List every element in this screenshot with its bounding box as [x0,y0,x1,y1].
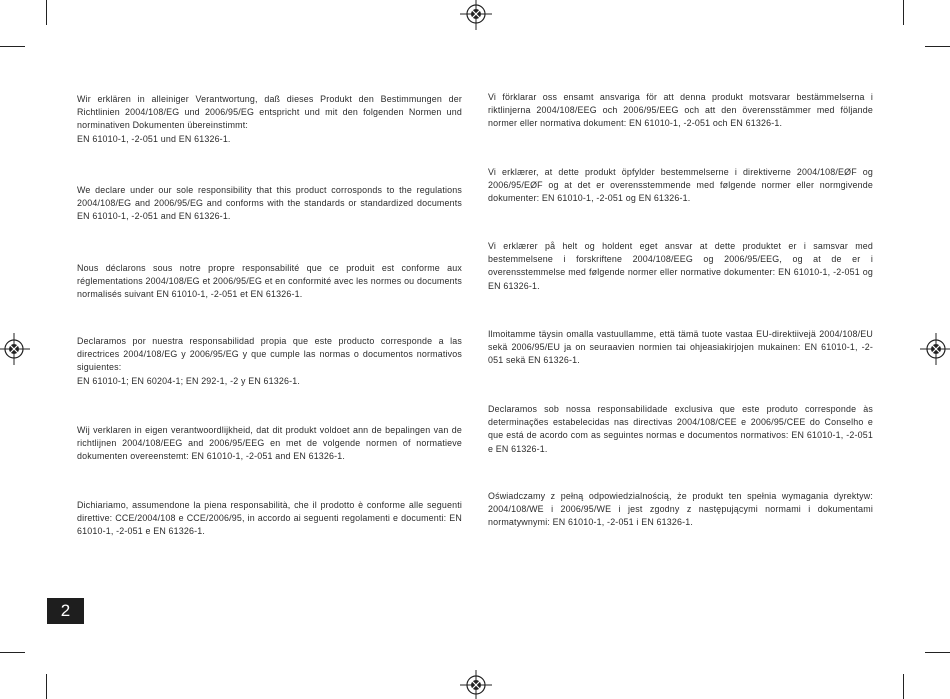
declaration-swedish: Vi förklarar oss ensamt ansvariga för att denna produkt motsvarar bestämmelserna i riktlinjerna 2004/108/EEG och 2006/95/EEG och att den överensstämmer med följande normer eller normativa dokument: EN 61010-1, -2-051 och EN 61326-1. [488,92,873,129]
crop-mark-top-right-h [925,46,950,47]
crop-mark-top-right-v [903,0,904,25]
declaration-danish: Vi erklærer, at dette produkt öpfylder bestemmelserne i direktiverne 2004/108/EØF og 2006/95/EØF og at det er overensstemmende med følgende normer eller normgivende dokumenter: EN 61010-1, -2-051 og EN 61326-1. [488,167,873,204]
declaration-portuguese: Declaramos sob nossa responsabilidade exclusiva que este produto corresponde às determinações estabelecidas nas directivas 2004/108/CEE e 2006/95/CEE do Conselho e que está de acordo com as seguintes normas e documentos normativos: EN 61010-1, -2-051 e EN 61326-1. [488,404,873,454]
registration-mark-bottom [460,670,492,699]
declaration-finnish: Ilmoitamme täysin omalla vastuullamme, että tämä tuote vastaa EU-direktiivejä 2004/108/EU sekä 2006/95/EU ja on seuraavien normien tai ohjeasiakirjojen mukainen: EN 61010-1, -2-051 sekä EN 61326-1. [488,329,873,366]
declaration-italian: Dichiariamo, assumendone la piena responsabilità, che il prodotto è conforme alle seguenti direttive: CCE/2004/108 e CCE/2006/95, in accordo ai seguenti regolamenti e documenti: EN 61010-1, -2-051 e EN 61326-1. [77,500,462,537]
registration-mark-right [920,333,950,365]
crop-mark-bottom-left-h [0,652,25,653]
crop-mark-top-left-v [46,0,47,25]
crop-mark-bottom-left-v [46,674,47,699]
declaration-norwegian: Vi erklærer på helt og holdent eget ansvar at dette produktet er i samsvar med bestemmelsene i forskriftene 2004/108/EEG og 2006/95/EEG, og at de er i overensstemmelse med følgende normer eller normative dokumenter: EN 61010-1, -2-051 og EN 61326-1. [488,241,873,291]
crop-mark-bottom-right-h [925,652,950,653]
declaration-german: Wir erklären in alleiniger Verantwortung, daß dieses Produkt den Bestimmungen der Richtlinien 2004/108/EG und 2006/95/EG entspricht und mit den folgenden Normen und norminativen Dokumenten übereinstimmt: EN 61010-1, -2-051 und EN 61326-1. [77,94,462,144]
registration-mark-top [460,0,492,30]
declaration-polish: Oświadczamy z pełną odpowiedzialnością, że produkt ten spełnia wymagania dyrektyw: 2004/108/WE i 2006/95/WE i jest zgodny z następującymi normami i dokumentami normatywnymi: EN 61010-1, -2-051 i EN 61326-1. [488,491,873,528]
declaration-spanish: Declaramos por nuestra responsabilidad propia que este producto corresponde a las directrices 2004/108/EG y 2006/95/EG y que cumple las normas o documentos normativos siguientes: EN 61010-1; EN 60204-1; EN 292-1, -2 y EN 61326-1. [77,336,462,386]
registration-mark-left [0,333,30,365]
page-number: 2 [47,598,84,624]
declaration-french: Nous déclarons sous notre propre responsabilité que ce produit est conforme aux réglementations 2004/108/EG et 2006/95/EG et en conformité avec les normes ou documents normalisés suivant EN 61010-1, -2-051 et EN 61326-1. [77,263,462,300]
declaration-english: We declare under our sole responsibility that this product corrosponds to the regulations 2004/108/EG and 2006/95/EG and conforms with the standards or standardized documents EN 61010-1, -2-051 and EN 61326-1. [77,185,462,222]
declaration-dutch: Wij verklaren in eigen verantwoordlijkheid, dat dit produkt voldoet ann de bepalingen van de richtlijnen 2004/108/EEG and 2006/95/EEG en met de volgende normen of normatieve dokumenten overeenstemt: EN 61010-1, -2-051 and EN 61326-1. [77,425,462,462]
crop-mark-top-left-h [0,46,25,47]
crop-mark-bottom-right-v [903,674,904,699]
